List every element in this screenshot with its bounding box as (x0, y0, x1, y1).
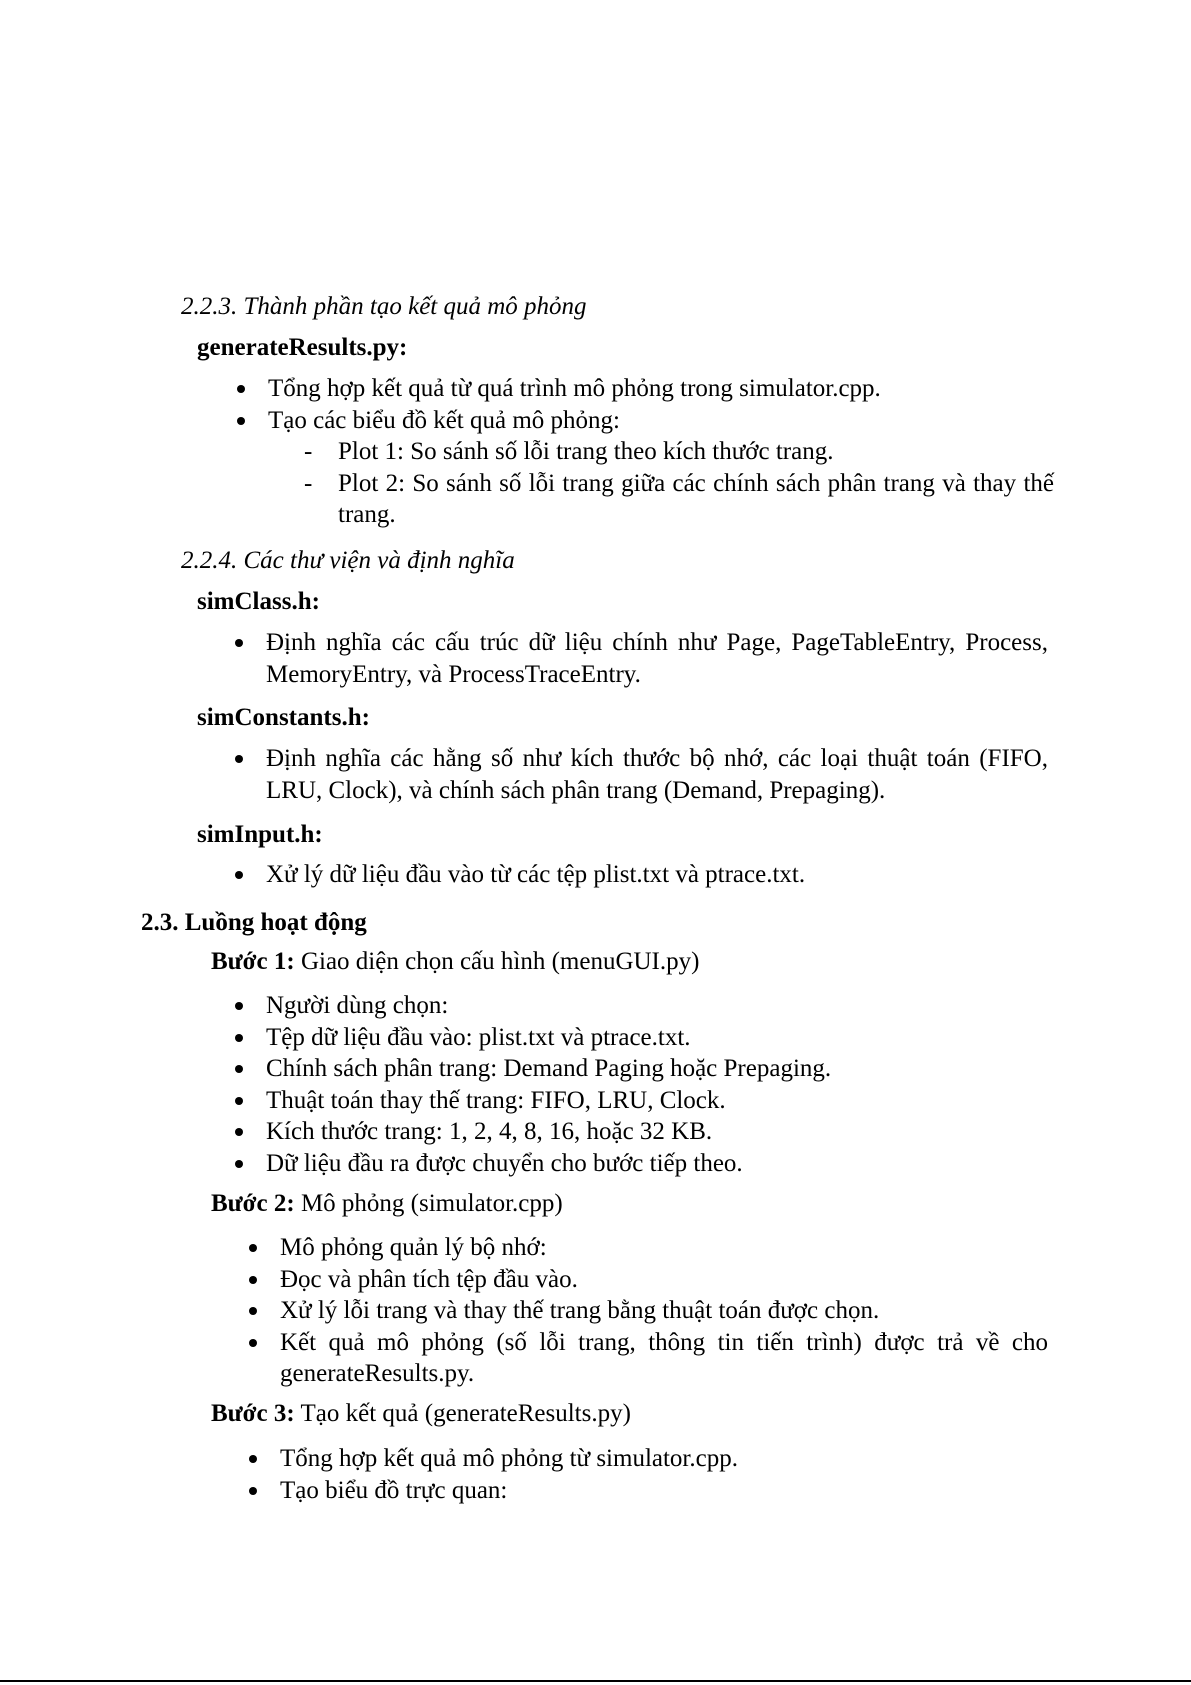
file-generate-results: generateResults.py: (197, 334, 408, 361)
list-item: Kết quả mô phỏng (số lỗi trang, thông tin tiến trình) được trả về cho generateResults.py. (280, 1327, 1048, 1390)
list-step-1 (266, 990, 1048, 1179)
list-223 (268, 373, 1054, 436)
list-item: Xử lý lỗi trang và thay thế trang bằng thuật toán được chọn. (280, 1295, 1048, 1327)
list-sim-input (266, 859, 1048, 891)
list-sim-class (266, 627, 1048, 690)
list-item: Chính sách phân trang: Demand Paging hoặc Prepaging. (266, 1053, 1048, 1085)
list-item: - Plot 2: So sánh số lỗi trang giữa các chính sách phân trang và thay thế trang. (338, 468, 1054, 531)
list-item: Mô phỏng quản lý bộ nhớ: (280, 1232, 1048, 1264)
list-item: Thuật toán thay thế trang: FIFO, LRU, Clock. (266, 1085, 1048, 1117)
step-1: Bước 1: Giao diện chọn cấu hình (menuGUI.py) (211, 948, 700, 975)
page-bottom-rule (0, 1680, 1191, 1682)
heading-2-2-4: 2.2.4. Các thư viện và định nghĩa (181, 547, 515, 574)
list-item: Kích thước trang: 1, 2, 4, 8, 16, hoặc 32 KB. (266, 1116, 1048, 1148)
list-item: Định nghĩa các cấu trúc dữ liệu chính như Page, PageTableEntry, Process, MemoryEntry, và ProcessTraceEntry. (266, 627, 1048, 690)
list-item: Tạo các biểu đồ kết quả mô phỏng: (268, 405, 1054, 437)
list-item: - Plot 1: So sánh số lỗi trang theo kích thước trang. (338, 436, 1054, 468)
step-2: Bước 2: Mô phỏng (simulator.cpp) (211, 1190, 563, 1217)
list-step-2 (280, 1232, 1048, 1390)
list-step-3 (280, 1443, 1048, 1506)
list-item: Tệp dữ liệu đầu vào: plist.txt và ptrace.txt. (266, 1022, 1048, 1054)
heading-2-2-3: 2.2.3. Thành phần tạo kết quả mô phỏng (181, 293, 587, 320)
list-item: Định nghĩa các hằng số như kích thước bộ nhớ, các loại thuật toán (FIFO, LRU, Clock), và chính sách phân trang (Demand, Prepaging). (266, 743, 1048, 806)
list-item: Xử lý dữ liệu đầu vào từ các tệp plist.txt và ptrace.txt. (266, 859, 1048, 891)
list-item: Dữ liệu đầu ra được chuyển cho bước tiếp theo. (266, 1148, 1048, 1180)
list-item: Người dùng chọn: (266, 990, 1048, 1022)
list-item: Tổng hợp kết quả mô phỏng từ simulator.cpp. (280, 1443, 1048, 1475)
list-sim-constants (266, 743, 1048, 806)
list-item: Tổng hợp kết quả từ quá trình mô phỏng trong simulator.cpp. (268, 373, 1054, 405)
file-sim-class: simClass.h: (197, 588, 320, 615)
heading-2-3: 2.3. Luồng hoạt động (141, 909, 367, 936)
file-sim-input: simInput.h: (197, 821, 323, 848)
list-item: Tạo biểu đồ trực quan: (280, 1475, 1048, 1507)
file-sim-constants: simConstants.h: (197, 704, 370, 731)
dash-list-223 (338, 436, 1054, 531)
step-3: Bước 3: Tạo kết quả (generateResults.py) (211, 1400, 631, 1427)
list-item: Đọc và phân tích tệp đầu vào. (280, 1264, 1048, 1296)
